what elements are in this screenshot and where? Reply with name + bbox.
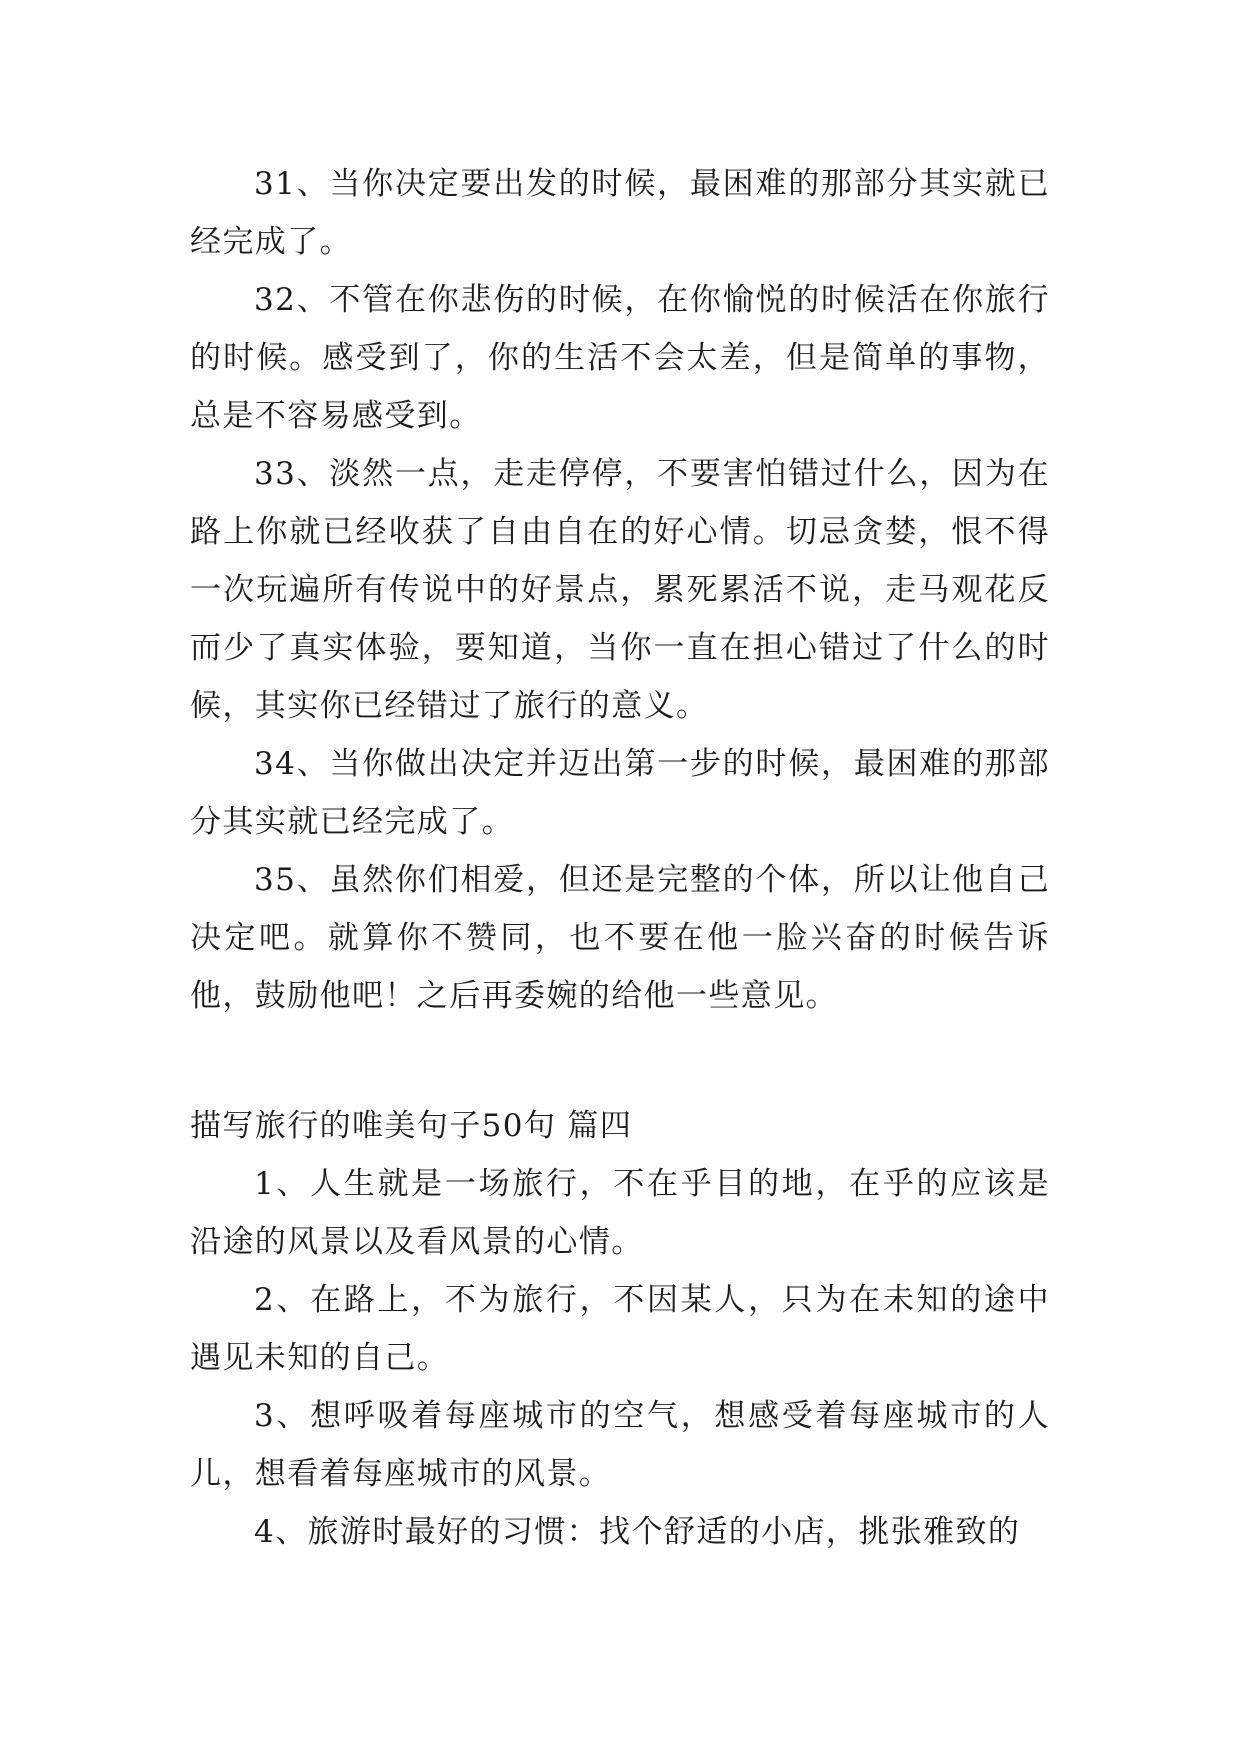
paragraph-31: 31、当你决定要出发的时候，最困难的那部分其实就已经完成了。: [190, 166, 1050, 260]
paragraph-34: 34、当你做出决定并迈出第一步的时候，最困难的那部分其实就已经完成了。: [190, 746, 1050, 840]
paragraph-2: 2、在路上，不为旅行，不因某人，只为在未知的途中遇见未知的自己。: [190, 1282, 1050, 1376]
paragraph-3: 3、想呼吸着每座城市的空气，想感受着每座城市的人儿，想看着每座城市的风景。: [190, 1398, 1050, 1492]
document-body: [190, 155, 1050, 1561]
paragraph-35: 35、虽然你们相爱，但还是完整的个体，所以让他自己决定吧。就算你不赞同，也不要在他一脸兴奋的时候告诉他，鼓励他吧！之后再委婉的给他一些意见。: [190, 862, 1050, 1014]
paragraph-32: 32、不管在你悲伤的时候，在你愉悦的时候活在你旅行的时候。感受到了，你的生活不会太差，但是简单的事物，总是不容易感受到。: [190, 282, 1050, 434]
paragraph-4: 4、旅游时最好的习惯：找个舒适的小店，挑张雅致的: [254, 1514, 1021, 1550]
paragraph-33: 33、淡然一点，走走停停，不要害怕错过什么，因为在路上你就已经收获了自由自在的好心情。切忌贪婪，恨不得一次玩遍所有传说中的好景点，累死累活不说，走马观花反而少了真实体验，要知道，当你一直在担心错过了什么的时候，其实你已经错过了旅行的意义。: [190, 456, 1050, 724]
section-title: 描写旅行的唯美句子50句 篇四: [190, 1108, 633, 1144]
paragraph-1: 1、人生就是一场旅行，不在乎目的地，在乎的应该是沿途的风景以及看风景的心情。: [190, 1166, 1050, 1260]
